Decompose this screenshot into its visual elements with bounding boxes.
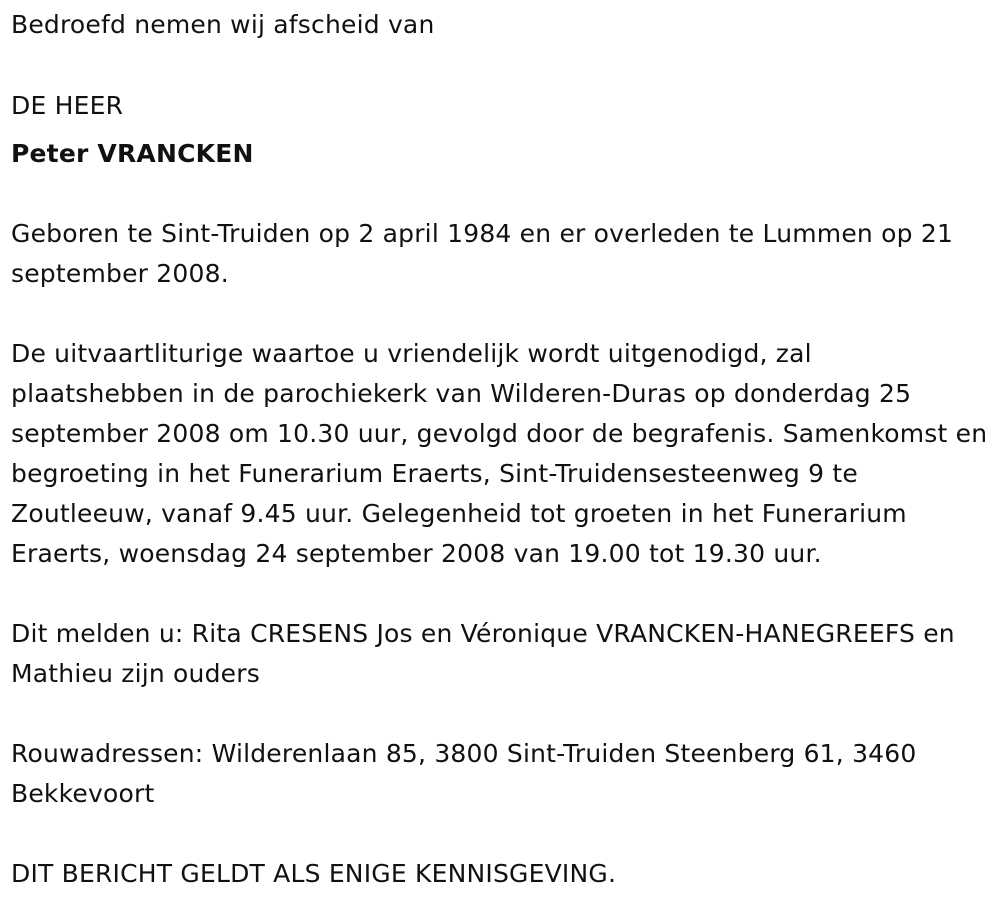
salutation-text: DE HEER (11, 91, 124, 120)
intro-text: Bedroefd nemen wij afscheid van (11, 10, 435, 39)
announced-by-text: Dit melden u: Rita CRESENS Jos en Véronique VRANCKEN-HANEGREEFS en Mathieu zijn ouders (11, 619, 955, 688)
deceased-name: Peter VRANCKEN (11, 139, 254, 168)
closing-text: DIT BERICHT GELDT ALS ENIGE KENNISGEVING. (11, 859, 617, 888)
funeral-details-text: De uitvaartliturige waartoe u vriendelijk wordt uitgenodigd, zal plaatshebben in de parochiekerk van Wilderen-Duras op donderdag 25 september 2008 om 10.30 uur, gevolgd door de begrafenis. Samenkomst en begroeting in het Funerarium Eraerts, Sint-Truidensesteenweg 9 te Zoutleeuw, vanaf 9.45 uur. Gelegenheid tot groeten in het Funerarium Eraerts, woensdag 24 september 2008 van 19.00 tot 19.30 uur. (11, 339, 988, 568)
birth-death-text: Geboren te Sint-Truiden op 2 april 1984 en er overleden te Lummen op 21 september 2008. (11, 219, 954, 288)
mourning-addresses-text: Rouwadressen: Wilderenlaan 85, 3800 Sint-Truiden Steenberg 61, 3460 Bekkevoort (11, 739, 917, 808)
